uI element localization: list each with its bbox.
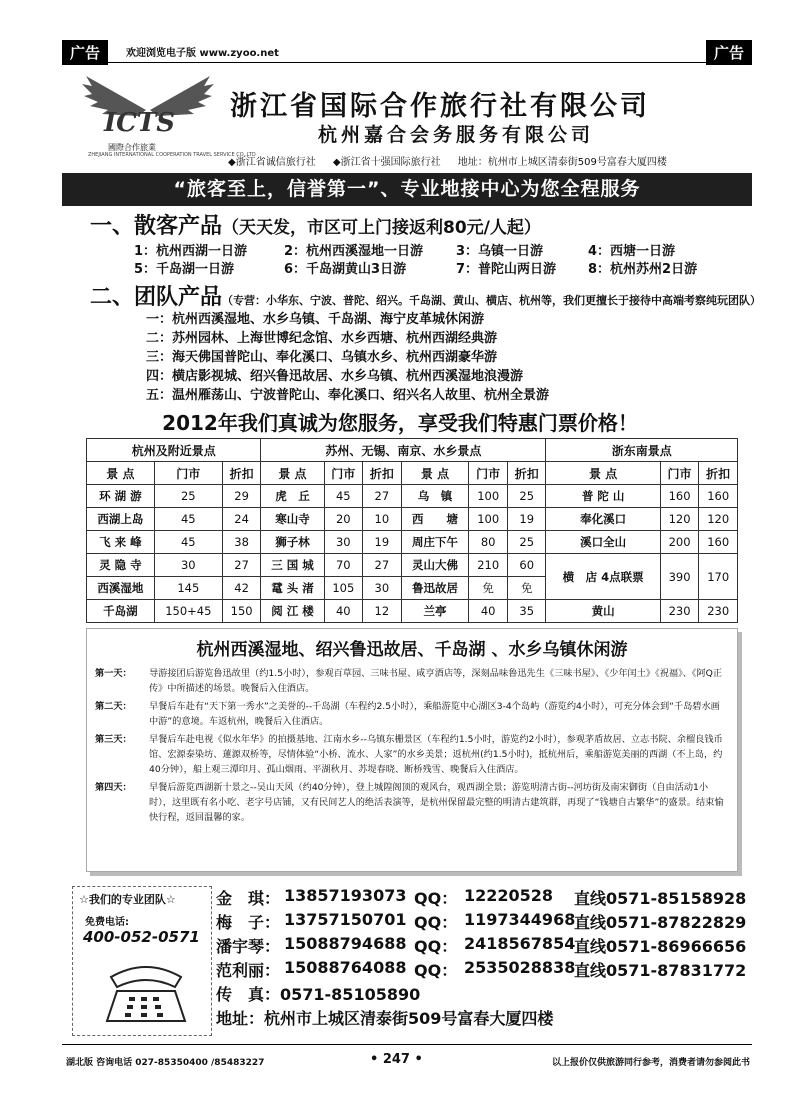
discount-price: 19 bbox=[363, 531, 402, 554]
contact-name: 金 琪： bbox=[216, 889, 281, 908]
table-row bbox=[87, 554, 738, 577]
tour-item: 6：千岛湖黄山3日游 bbox=[284, 262, 407, 277]
ticket-price-table bbox=[86, 438, 738, 623]
scenic-spot-name: 兰亭 bbox=[401, 600, 469, 623]
day-label: 第二天： bbox=[95, 701, 132, 712]
discount-price: 160 bbox=[699, 531, 738, 554]
free-phone-label: 免费电话: bbox=[85, 917, 129, 928]
ad-tag-left: 广告 bbox=[62, 40, 108, 65]
company-subtitle: 杭州嘉合会务服务有限公司 bbox=[318, 124, 595, 146]
section1-heading: 一、散客产品 bbox=[90, 214, 223, 239]
contact-name: 潘宇琴： bbox=[216, 937, 281, 956]
branch-line bbox=[228, 153, 681, 168]
col-header: 折扣 bbox=[222, 462, 261, 485]
list-price: 105 bbox=[324, 577, 363, 600]
ad-tag-right: 广告 bbox=[706, 40, 752, 65]
day-text: 早餐后车赴有“天下第一秀水”之美誉的--千岛湖（车程约2.5小时），乘船游览中心湖区3-4个岛屿（游览约4小时），可充分体会到“千岛碧水画中游”的意境。车返杭州，晚餐后入住酒店。 bbox=[149, 701, 720, 727]
team-title: ☆我们的专业团队☆ bbox=[79, 893, 176, 906]
discount-price: 42 bbox=[222, 577, 261, 600]
list-price: 40 bbox=[469, 600, 508, 623]
list-price: 160 bbox=[660, 485, 699, 508]
group-tour-item: 五：温州雁荡山、宁波普陀山、奉化溪口、绍兴名人故里、杭州全景游 bbox=[146, 388, 550, 403]
tour-item: 2：杭州西溪湿地一日游 bbox=[284, 244, 424, 259]
scenic-spot-name: 西 塘 bbox=[401, 508, 469, 531]
list-price: 30 bbox=[324, 531, 363, 554]
table-row bbox=[87, 531, 738, 554]
col-header: 折扣 bbox=[363, 462, 402, 485]
group-tour-item: 四：横店影视城、绍兴鲁迅故居、水乡乌镇、杭州西溪湿地浪漫游 bbox=[146, 369, 524, 384]
discount-price: 25 bbox=[507, 531, 546, 554]
address-row bbox=[216, 1006, 746, 1030]
list-price: 80 bbox=[469, 531, 508, 554]
telephone-icon bbox=[101, 957, 191, 1027]
footer-hotline: 湖北版 咨询电话 027-85350400 /85483227 bbox=[66, 1058, 265, 1068]
company-title: 浙江省国际合作旅行社有限公司 bbox=[230, 91, 650, 122]
list-price: 120 bbox=[660, 508, 699, 531]
contact-mobile[interactable]: 13757150701 bbox=[284, 910, 407, 929]
contact-line[interactable]: 直线0571-85158928 bbox=[574, 889, 747, 908]
tour-item: 4：西塘一日游 bbox=[588, 244, 676, 259]
tour-item: 8：杭州苏州2日游 bbox=[588, 262, 698, 277]
discount-price: 35 bbox=[507, 600, 546, 623]
branch-1: ◆浙江省诚信旅行社 bbox=[228, 157, 316, 168]
contact-line[interactable]: 直线0571-87822829 bbox=[574, 913, 747, 932]
discount-price: 12 bbox=[363, 600, 402, 623]
group-tour-item: 三：海天佛国普陀山、奉化溪口、乌镇水乡、杭州西湖豪华游 bbox=[146, 350, 498, 365]
scenic-spot-name: 普 陀 山 bbox=[546, 485, 660, 508]
discount-price: 10 bbox=[363, 508, 402, 531]
list-price: 230 bbox=[660, 600, 699, 623]
list-price: 30 bbox=[154, 554, 222, 577]
col-header: 折扣 bbox=[507, 462, 546, 485]
table-group-header bbox=[87, 439, 738, 462]
list-price: 145 bbox=[154, 577, 222, 600]
discount-price: 38 bbox=[222, 531, 261, 554]
contact-qq-label: QQ： bbox=[414, 913, 458, 932]
table-row bbox=[87, 508, 738, 531]
day-text: 早餐后车赴电视《似水年华》的拍摄基地、江南水乡--乌镇东栅景区（车程约1.5小时，游览约2小时），参观茅盾故居、立志书院、余榴良钱币馆、宏源泰染坊、蓮源双桥等，尽情体验“小桥、流水、人家”的水乡美景；返杭州(约1.5小时)，抵杭州后，乘船游览美丽的西湖（不上岛，约40分钟），船上观三潭印月、孤山烟雨、平湖秋月、苏堤春晓、断桥残雪、晚餐后入住酒店。 bbox=[149, 734, 723, 775]
footer-rule bbox=[62, 1044, 752, 1045]
contact-row bbox=[216, 934, 746, 958]
scenic-spot-name: 西溪湿地 bbox=[87, 577, 155, 600]
scenic-spot-name: 周庄下午 bbox=[401, 531, 469, 554]
scenic-spot-name: 寒山寺 bbox=[261, 508, 324, 531]
fax-number[interactable]: 传 真：0571-85105890 bbox=[216, 985, 421, 1004]
discount-price: 150 bbox=[222, 600, 261, 623]
list-price: 40 bbox=[324, 600, 363, 623]
section2-heading: 二、团队产品 bbox=[90, 285, 223, 310]
discount-price: 24 bbox=[222, 508, 261, 531]
list-price: 210 bbox=[469, 554, 508, 577]
scenic-spot-name: 奉化溪口 bbox=[546, 508, 660, 531]
tour-item: 5：千岛湖一日游 bbox=[134, 262, 235, 277]
scenic-spot-name: 阅 江 楼 bbox=[261, 600, 324, 623]
scenic-spot-name: 飞 来 峰 bbox=[87, 531, 155, 554]
discount-price: 免 bbox=[507, 577, 546, 600]
contact-qq-label: QQ： bbox=[414, 961, 458, 980]
table-column-header bbox=[87, 462, 738, 485]
section2-title bbox=[90, 280, 761, 311]
discount-price: 230 bbox=[699, 600, 738, 623]
tour-item: 7：普陀山两日游 bbox=[456, 262, 557, 277]
list-price: 100 bbox=[469, 485, 508, 508]
contact-name: 梅 子： bbox=[216, 913, 281, 932]
itinerary-title: 杭州西溪湿地、绍兴鲁迅故居、千岛湖 、水乡乌镇休闲游 bbox=[196, 640, 628, 660]
section1-note: （天天发，市区可上门接返利80元/人起） bbox=[222, 218, 541, 238]
scenic-spot-name: 千岛湖 bbox=[87, 600, 155, 623]
contact-mobile[interactable]: 15088794688 bbox=[284, 934, 407, 953]
scenic-spot-name: 鲁迅故居 bbox=[401, 577, 469, 600]
logo-cn: 國際合作旅業 bbox=[108, 143, 156, 152]
day-label: 第三天： bbox=[95, 734, 132, 745]
fax-row bbox=[216, 982, 746, 1006]
scenic-spot-name: 乌 镇 bbox=[401, 485, 469, 508]
company-address: 地址：杭州市上城区清泰街509号富春大厦四楼 bbox=[457, 157, 667, 168]
col-header: 景 点 bbox=[401, 462, 469, 485]
col-header: 折扣 bbox=[699, 462, 738, 485]
contact-qq-label: QQ： bbox=[414, 937, 458, 956]
col-header: 门市 bbox=[324, 462, 363, 485]
promo-headline: 2012年我们真诚为您服务，享受我们特惠门票价格！ bbox=[162, 411, 638, 435]
scenic-spot-name: 三 国 城 bbox=[261, 554, 324, 577]
office-address: 地址：杭州市上城区清泰街509号富春大厦四楼 bbox=[216, 1009, 554, 1028]
header-rule bbox=[62, 62, 752, 63]
day-text: 导游接团后游览鲁迅故里（约1.5小时），参观百草园、三味书屋、咸亨酒店等，深刻品味鲁迅先生《三味书屋》、《少年闰土》《祝福》、《阿Q正传》中所描述的场景。晚餐后入住酒店。 bbox=[149, 668, 723, 694]
list-price: 20 bbox=[324, 508, 363, 531]
scenic-spot-name: 溪口全山 bbox=[546, 531, 660, 554]
footer-disclaimer: 以上报价仅供旅游同行参考，消费者请勿参阅此书 bbox=[551, 1058, 750, 1068]
branch-2: ◆浙江省十强国际旅行社 bbox=[332, 157, 441, 168]
contact-qq[interactable]: 2418567854 bbox=[464, 934, 576, 953]
col-header: 门市 bbox=[469, 462, 508, 485]
col-header: 景 点 bbox=[261, 462, 324, 485]
tour-list bbox=[134, 240, 734, 276]
scenic-spot-name: 黄山 bbox=[546, 600, 660, 623]
itinerary-day bbox=[95, 780, 729, 825]
tour-item: 3：乌镇一日游 bbox=[456, 244, 544, 259]
scenic-spot-name: 鼋 头 渚 bbox=[261, 577, 324, 600]
group-header: 杭州及附近景点 bbox=[87, 439, 261, 462]
day-label: 第四天： bbox=[95, 782, 132, 793]
scenic-spot-name: 虎 丘 bbox=[261, 485, 324, 508]
scenic-spot-name: 狮子林 bbox=[261, 531, 324, 554]
contact-name: 范利丽： bbox=[216, 961, 281, 980]
discount-price: 19 bbox=[507, 508, 546, 531]
discount-price: 27 bbox=[222, 554, 261, 577]
list-price: 45 bbox=[154, 531, 222, 554]
contact-line[interactable]: 直线0571-87831772 bbox=[574, 961, 747, 980]
discount-price: 27 bbox=[363, 554, 402, 577]
col-header: 门市 bbox=[660, 462, 699, 485]
discount-price: 170 bbox=[699, 554, 738, 600]
contact-qq[interactable]: 1197344968 bbox=[464, 910, 576, 929]
day-label: 第一天： bbox=[95, 668, 132, 679]
welcome-text[interactable]: 欢迎浏览电子版 www.zyoo.net bbox=[126, 48, 279, 59]
contact-row bbox=[216, 910, 746, 934]
table-row bbox=[87, 600, 738, 623]
contact-row bbox=[216, 958, 746, 982]
discount-price: 60 bbox=[507, 554, 546, 577]
discount-price: 25 bbox=[507, 485, 546, 508]
contact-qq[interactable]: 2535028838 bbox=[464, 958, 576, 977]
page-number: • 247 • bbox=[370, 1052, 423, 1067]
scenic-spot-name: 灵山大佛 bbox=[401, 554, 469, 577]
team-box bbox=[72, 886, 212, 1036]
table-row bbox=[87, 485, 738, 508]
itinerary-day bbox=[95, 666, 729, 696]
section1-title bbox=[90, 209, 541, 240]
contact-list bbox=[216, 886, 746, 1030]
list-price: 390 bbox=[660, 554, 699, 600]
group-tour-item: 一：杭州西溪湿地、水乡乌镇、千岛湖、海宁皮革城休闲游 bbox=[146, 312, 485, 327]
discount-price: 120 bbox=[699, 508, 738, 531]
scenic-spot-name: 横 店 4点联票 bbox=[546, 554, 660, 600]
group-tour-item: 二：苏州园林、上海世博纪念馆、水乡西塘、杭州西湖经典游 bbox=[146, 331, 498, 346]
group-tour-list bbox=[146, 308, 549, 403]
list-price: 100 bbox=[469, 508, 508, 531]
contact-qq-label: QQ： bbox=[414, 889, 458, 908]
discount-price: 30 bbox=[363, 577, 402, 600]
contact-mobile[interactable]: 13857193073 bbox=[284, 886, 407, 905]
list-price: 70 bbox=[324, 554, 363, 577]
tour-item: 1：杭州西湖一日游 bbox=[134, 244, 248, 259]
section2-note: （专营：小华东、宁波、普陀、绍兴。千岛湖、黄山、横店、杭州等，我们更擅长于接待中高端考察纯玩团队） bbox=[222, 294, 762, 307]
discount-price: 29 bbox=[222, 485, 261, 508]
contact-row bbox=[216, 886, 746, 910]
itinerary-day bbox=[95, 699, 729, 729]
col-header: 景 点 bbox=[546, 462, 660, 485]
itinerary-box bbox=[86, 628, 738, 872]
discount-price: 27 bbox=[363, 485, 402, 508]
logo-en: ZHEJIANG INTERNATIONAL COOPERATION TRAVEL SERVICE CO.,LTD bbox=[88, 152, 256, 158]
col-header: 景 点 bbox=[87, 462, 155, 485]
scenic-spot-name: 西湖上岛 bbox=[87, 508, 155, 531]
list-price: 免 bbox=[469, 577, 508, 600]
slogan-banner: “旅客至上，信誉第一”、专业地接中心为您全程服务 bbox=[62, 173, 752, 206]
itinerary-day bbox=[95, 732, 729, 777]
price-table-body bbox=[87, 485, 738, 623]
contact-line[interactable]: 直线0571-86966656 bbox=[574, 937, 747, 956]
list-price: 45 bbox=[154, 508, 222, 531]
list-price: 45 bbox=[324, 485, 363, 508]
free-phone-number[interactable]: 400-052-0571 bbox=[83, 928, 200, 946]
tour-row bbox=[134, 258, 734, 276]
logo-text: ICTS bbox=[104, 108, 175, 138]
tour-row bbox=[134, 240, 734, 258]
group-header: 浙东南景点 bbox=[546, 439, 738, 462]
scenic-spot-name: 环 湖 游 bbox=[87, 485, 155, 508]
contact-qq[interactable]: 12220528 bbox=[464, 886, 554, 905]
contact-mobile[interactable]: 15088764088 bbox=[284, 958, 407, 977]
scenic-spot-name: 灵 隐 寺 bbox=[87, 554, 155, 577]
discount-price: 160 bbox=[699, 485, 738, 508]
list-price: 200 bbox=[660, 531, 699, 554]
list-price: 25 bbox=[154, 485, 222, 508]
group-header: 苏州、无锡、南京、水乡景点 bbox=[261, 439, 546, 462]
col-header: 门市 bbox=[154, 462, 222, 485]
day-text: 早餐后游览西湖新十景之--吴山天风（约40分钟），登上城隍阁顶的观风台，观西湖全景；游览明清古街--河坊街及南宋御街（自由活动1小时），这里既有名小吃、老字号店铺，又有民间艺人的绝活表演等，是杭州保留最完整的明清古建筑群，再现了“钱塘自古繁华”的盛景。结束愉快行程，返回温馨的家。 bbox=[149, 782, 724, 823]
list-price: 150+45 bbox=[154, 600, 222, 623]
